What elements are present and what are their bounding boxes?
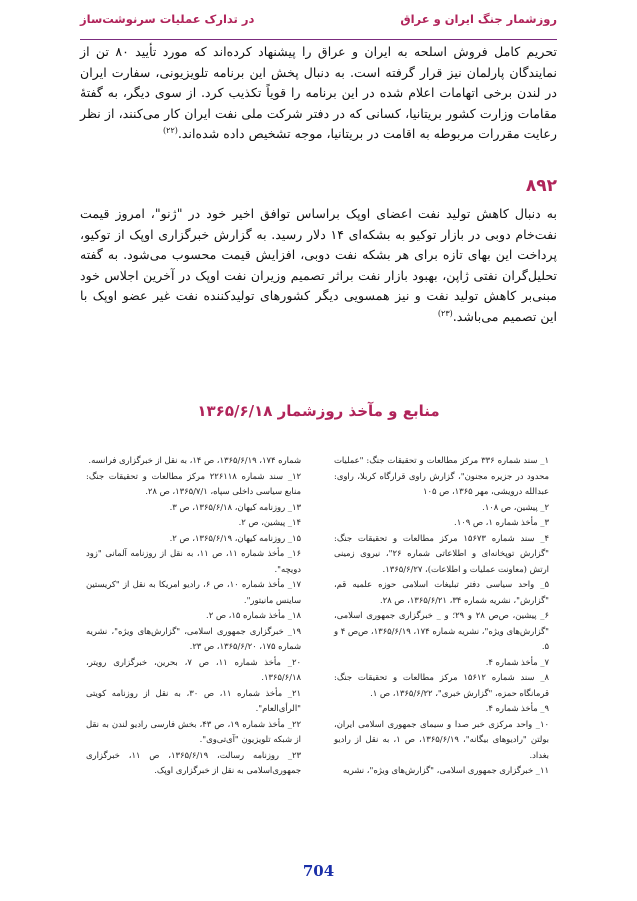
reference-item: ۲۳_ روزنامه رسالت، ۱۳۶۵/۶/۱۹، ص ۱۱، خبرگزاری جمهوری‌اسلامی به نقل از خبرگزاری اوپک. [86,749,302,775]
reference-item: ۷_ مأخذ شماره ۴. [485,656,549,667]
reference-item: شماره ۱۷۴، ۱۳۶۵/۶/۱۹، ص ۱۴، به نقل از خبرگزاری فرانسه. [88,455,301,465]
reference-item: ۹_ مأخذ شماره ۴. [485,703,549,713]
header-rule [80,39,557,40]
paragraph-1-text: تحریم کامل فروش اسلحه به ایران و عراق را پیشنهاد کرده‌اند که مورد تأیید ۸۰ تن از نمایندگان پارلمان نیز قرار گرفته است. به دنبال پخش این برنامه تلویزیونی، سفارت ایران در لندن برخی اتهامات اعلام شده در این برنامه را قویاً تکذیب کرد. از سوی دیگر، به گفتهٔ مقامات وزارت کشور بریتانیا، کسانی که در دفتر شرکت ملی نفت ایران کار می‌کنند، از نظر رعایت مقررات مربوطه به اقامت در بریتانیا، موجه تشخیص داده شده‌اند. [80,44,558,142]
reference-item: ۱۵_ روزنامه کیهان، ۱۳۶۵/۶/۱۹، ص ۲. [169,532,301,543]
sources-title: منابع و مآخذ روزشمار ۱۳۶۵/۶/۱۸ [197,402,440,420]
entry-number: ۸۹۲ [525,176,557,196]
page-number: 704 [302,862,335,880]
reference-item: ۶_ پیشین، ص‌ص ۲۸ و ۲۹؛ و _ خبرگزاری جمهوری اسلامی، "گزارش‌های ویژه"، نشریه شماره ۱۷۴، ۱۳۶۵/۶/۱۹، ص‌ص ۴ و ۵. [334,610,549,651]
reference-item: ۴_ سند شماره ۱۵۶۷۳ مرکز مطالعات و تحقیقات جنگ: "گزارش توپخانه‌ای و اطلاعاتی شماره ۲۶"، نیروی زمینی ارتش (معاونت عملیات و اطلاعات)، ۱۳۶۵/۶/۲۷. [334,532,550,574]
reference-item: ۱۳_ روزنامه کیهان، ۱۳۶۵/۶/۱۸، ص ۳. [169,501,301,512]
sources-left-column [86,453,301,779]
reference-item: ۱۶_ مأخذ شماره ۱۱، ص ۱۱، به نقل از روزنامه آلمانی "زود دویچه". [86,548,301,574]
reference-item: ۱_ سند شماره ۳۳۶ مرکز مطالعات و تحقیقات جنگ: "عملیات محدود در جزیره مجنون"، گزارش راوی قرارگاه کربلا، راوی: عبدالله درویشی، مهر ۱۳۶۵، ص ۱۰۵ [334,455,549,496]
footnote-ref-22: (۲۲) [163,126,178,136]
reference-item: ۲۰_ مأخذ شماره ۱۱، ص ۷، بحرین، خبرگزاری رویتر، ۱۳۶۵/۶/۱۸. [86,656,301,682]
reference-item: ۵_ واحد سیاسی دفتر تبلیغات اسلامی حوزه علمیه قم، "گزارش"، نشریه شماره ۳۴، ۱۳۶۵/۶/۲۱، ص ۲۸. [334,579,549,605]
reference-item: ۲_ پیشین، ص ۱۰۸. [482,501,549,512]
reference-item: ۱۹_ خبرگزاری جمهوری اسلامی، "گزارش‌های ویژه"، نشریه شماره ۱۷۵، ۱۳۶۵/۶/۲۰، ص ۲۳. [86,625,301,651]
reference-item: ۱۴_ پیشین، ص ۲. [238,517,301,527]
paragraph-2 [80,204,557,328]
paragraph-2-text: به دنبال کاهش تولید نفت اعضای اوپک براساس توافق اخیر خود در "ژنو"، امروز قیمت نفت‌خام دوبی در بازار توکیو به بشکه‌ای ۱۴ دلار رسید. به گزارش خبرگزاری اوپک از توکیو، پرداخت این بهای تازه برای هر بشکه نفت دوبی، افزایش قیمت محسوب می‌شود. به گفته تحلیل‌گران نفتی ژاپن، بهبود بازار نفت براثر تصمیم وزیران نفت اوپک در آخرین اجلاس خود مبنی‌بر کاهش تولید نفت و نیز همسویی دیگر کشورهای تولیدکننده نفت غیر عضو اوپک با این تصمیم می‌باشد. [80,206,557,324]
reference-item: ۱۲_ سند شماره ۲۲۶۱۱۸ مرکز مطالعات و تحقیقات جنگ: منابع سیاسی داخلی سپاه، ۱۳۶۵/۷/۱، ص ۲۸. [86,470,302,496]
section-title: در تدارک عملیات سرنوشت‌ساز [80,12,255,26]
reference-item: ۲۲_ مأخذ شماره ۱۹، ص ۴۳، بخش فارسی رادیو لندن به نقل از شبکه تلویزیون "آی‌تی‌وی". [86,718,301,744]
reference-item: ۸_ سند شماره ۱۵۶۱۲ مرکز مطالعات و تحقیقات جنگ: قرمانگاه حمزه، "گزارش خبری"، ۱۳۶۵/۶/۲۲، ص ۱. [334,672,550,698]
reference-item: ۱۰_ واحد مرکزی خبر صدا و سیمای جمهوری اسلامی ایران، بولتن "رادیوهای بیگانه"، ۱۳۶۵/۶/۱۹، ص ۱، به نقل از رادیو بغداد. [334,718,549,760]
footnote-ref-23: (۲۳) [437,308,453,318]
sources-right-column [334,453,549,779]
reference-item: ۱۸_ مأخذ شماره ۱۵، ص ۲. [206,610,301,620]
running-header [80,12,557,32]
reference-item: ۱۱_ خبرگزاری جمهوری اسلامی، "گزارش‌های ویژه"، نشریه [342,765,549,775]
reference-item: ۱۷_ مأخذ شماره ۱۰، ص ۶، رادیو امریکا به نقل از "کریستین ساینس مانیتور". [86,579,301,605]
reference-item: ۲۱_ مأخذ شماره ۱۱، ص ۳۰، به نقل از روزنامه کویتی "الرأی‌العام". [86,687,301,713]
paragraph-1 [80,42,557,145]
book-title: روزشمار جنگ ایران و عراق [400,12,557,26]
reference-item: ۳_ مأخذ شماره ۱، ص ۱۰۹. [454,517,549,527]
